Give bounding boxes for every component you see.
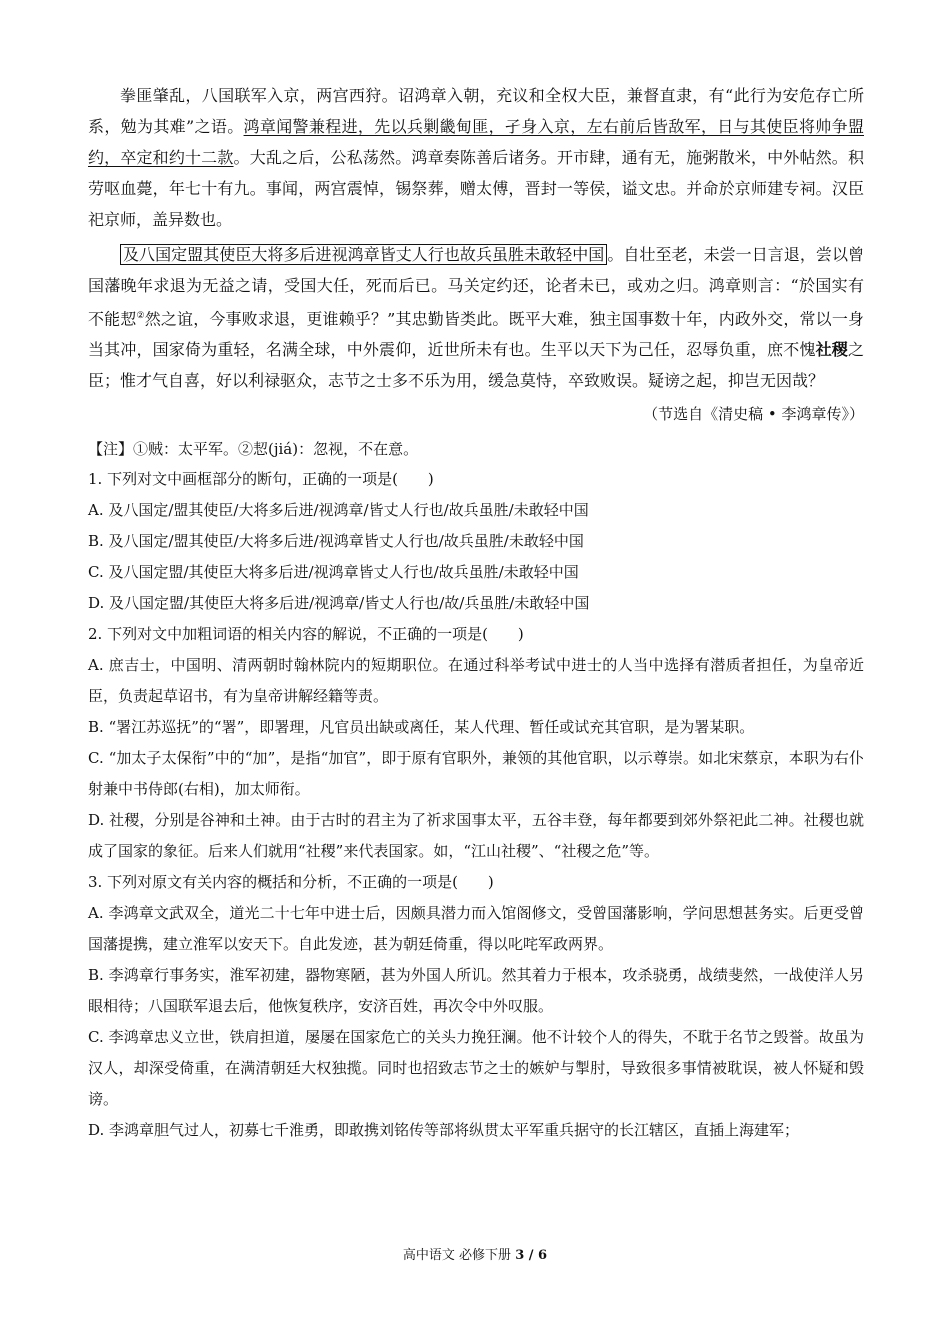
question-1-option-b: B. 及八国定/盟其使臣/大将多后进/视鸿章皆丈人行也/故兵虽胜/未敢轻中国: [88, 532, 584, 551]
question-2-option-c: C. “加太子太保衔”中的“加”，是指“加官”，即于原有官职外，兼领的其他官职，以示尊崇。如北宋蔡京，本职为右仆射兼中书侍郎(右相)，加太师衔。: [88, 749, 864, 799]
source-citation: （节选自《清史稿 • 李鸿章传》）: [643, 405, 864, 424]
question-1-stem: 1. 下列对文中画框部分的断句，正确的一项是( ): [88, 470, 434, 489]
question-3-option-c: C. 李鸿章忠义立世，铁肩担道，屡屡在国家危亡的关头力挽狂澜。他不计较个人的得失，不耽于名节之毁誉。故虽为汉人，却深受倚重，在满清朝廷大权独揽。同时也招致志节之士的嫉妒与掣肘，导致很多事情被耽误，被人怀疑和毁谤。: [88, 1028, 864, 1109]
footnote-marker-2: ②: [136, 311, 145, 321]
p1-text-b: 。大乱之后，公私荡然。鸿章奏陈善后诸务。开市肆，通有无，施粥散米，中外帖然。积劳呕血薨，年七十有九。事闻，两宫震悼，锡祭葬，赠太傅，晋封一等侯，谥文忠。并命於京师建专祠。汉臣祀京师，盖异数也。: [88, 148, 864, 229]
question-1-option-a: A. 及八国定/盟其使臣/大将多后进/视鸿章/皆丈人行也/故兵虽胜/未敢轻中国: [88, 501, 589, 520]
p2-bold-term: 社稷: [815, 340, 848, 360]
question-3-option-a: A. 李鸿章文武双全，道光二十七年中进士后，因颇具潜力而入馆阁修文，受曾国藩影响，学问思想甚务实。后更受曾国藩提携，建立淮军以安天下。自此发迹，甚为朝廷倚重，得以叱咤军政两界。: [88, 904, 864, 954]
question-1-option-c: C. 及八国定盟/其使臣大将多后进/视鸿章皆丈人行也/故兵虽胜/未敢轻中国: [88, 563, 579, 582]
p2-text-c: 之臣；惟才气自喜，好以利禄驱众，志节之士多不乐为用，缓急莫恃，卒致败误。疑谤之起，抑岂无因哉？: [88, 340, 864, 391]
question-2-option-a: A. 庶吉士，中国明、清两朝时翰林院内的短期职位。在通过科举考试中进士的人当中选择有潜质者担任，为皇帝近臣，负责起草诏书，有为皇帝讲解经籍等责。: [88, 656, 864, 706]
question-2-stem: 2. 下列对文中加粗词语的相关内容的解说，不正确的一项是( ): [88, 625, 524, 644]
question-1-option-d: D. 及八国定盟/其使臣大将多后进/视鸿章/皆丈人行也/故/兵虽胜/未敢轻中国: [88, 594, 590, 613]
question-2-option-d: D. 社稷，分别是谷神和土神。由于古时的君主为了祈求国事太平，五谷丰登，每年都要到郊外祭祀此二神。社稷也就成了国家的象征。后来人们就用“社稷”来代表国家。如，“江山社稷”、“社稷之危”等。: [88, 811, 864, 861]
question-2-option-b: B. “署江苏巡抚”的“署”，即署理，凡官员出缺或离任，某人代理、暂任或试充其官职，是为署某职。: [88, 718, 755, 737]
annotation-note: 【注】①贼：太平军。②恝(jiá)：忽视，不在意。: [88, 440, 419, 459]
footer-text: 高中语文 必修下册: [402, 1248, 516, 1263]
p2-text-b: 然之谊，今事败求退，更谁赖乎？”其忠勤皆类此。既平大难，独主国事数十年，内政外交，常以一身当其冲，国家倚为重轻，名满全球，中外震仰，近世所未有也。生平以天下为己任，忍辱负重，庶不愧: [88, 309, 864, 360]
p2-boxed-text: 及八国定盟其使臣大将多后进视鸿章皆丈人行也故兵虽胜未敢轻中国: [120, 244, 607, 265]
question-3-stem: 3. 下列对原文有关内容的概括和分析，不正确的一项是( ): [88, 873, 494, 892]
question-3-option-d: D. 李鸿章胆气过人，初募七千淮勇，即敢携刘铭传等部将纵贯太平军重兵据守的长江辖区，直插上海建军；: [88, 1121, 800, 1140]
question-3-option-b: B. 李鸿章行事务实，淮军初建，器物寒陋，甚为外国人所讥。然其着力于根本，攻杀骁勇，战绩斐然，一战使洋人另眼相待；八国联军退去后，他恢复秩序，安济百姓，再次令中外叹服。: [88, 966, 864, 1016]
p2-text-a: 。自壮至老，未尝一日言退，尝以曾国藩晚年求退为无益之请，受国大任，死而后已。马关定约还，论者未已，或劝之归。鸿章则言：“於国实有不能恝: [88, 245, 864, 329]
document-page: [88, 80, 864, 1146]
page-number: 3 / 6: [515, 1248, 548, 1263]
p1-underlined-text: 鸿章闻警兼程进，先以兵剿畿甸匪，孑身入京，左右前后皆敌军，日与其使臣将帅争盟约，卒定和约十二款: [88, 117, 864, 167]
passage-paragraph-2: [88, 239, 864, 396]
page-footer: [0, 1244, 950, 1263]
p1-text-a: 拳匪肇乱，八国联军入京，两宫西狩。诏鸿章入朝，充议和全权大臣，兼督直隶，有“此行为安危存亡所系，勉为其难”之语。: [88, 86, 864, 136]
passage-paragraph-1: [88, 80, 864, 235]
